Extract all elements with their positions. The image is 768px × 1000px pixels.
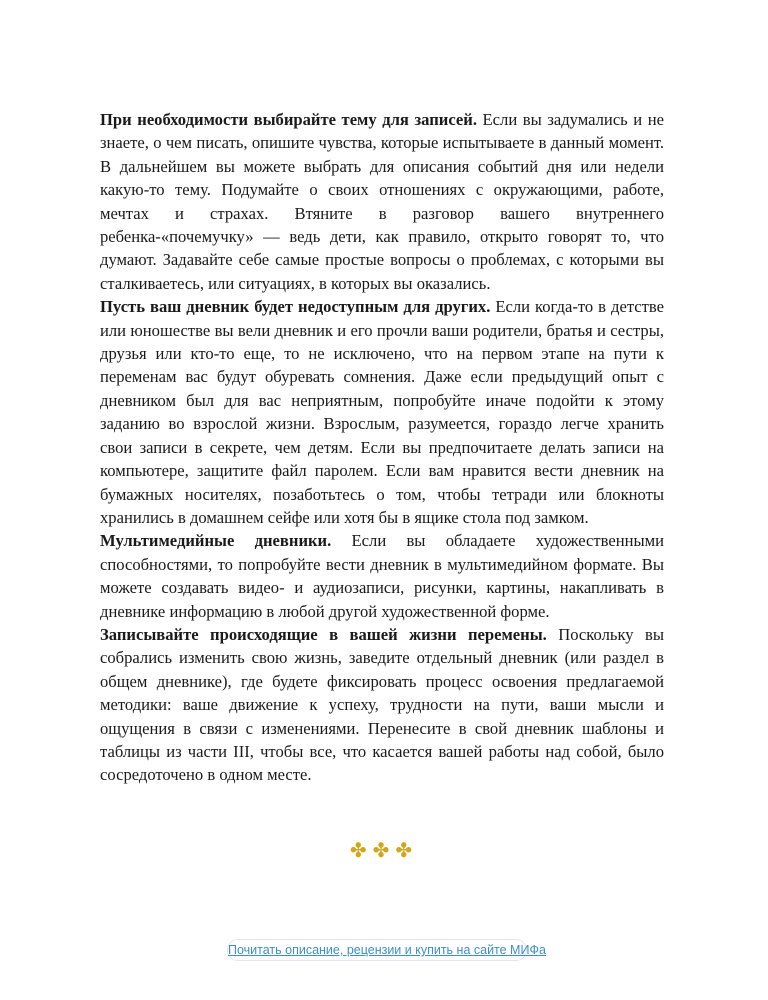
paragraph-text: Поскольку вы собрались изменить свою жизнь, заведите отдельный дневник (или раздел в общем дневнике), где будете фиксировать процесс освоения предлагаемой методики: ваше движение к успеху, трудности на пути, ваши мысли и ощущения в связи с изменениями. Перенесите в свой дневник шаблоны и таблицы из части III, чтобы все, что касается вашей работы над собой, было сосредоточено в одном месте. [100, 624, 664, 785]
paragraph-heading: Записывайте происходящие в вашей жизни перемены. [100, 624, 547, 644]
paragraph-text: Если вы задумались и не знаете, о чем писать, опишите чувства, которые испытываете в данный момент. В дальнейшем вы можете выбрать для описания событий дня или недели какую-то тему. Подумайте о своих отношениях с окружающими, работе, мечтах и страхах. Втяните в разговор вашего внутреннего ребенка-«почемучку» — ведь дети, как правило, открыто говорят то, что думают. Задавайте себе самые простые вопросы о проблемах, с которыми вы сталкиваетесь, или ситуациях, в которых вы оказались. [100, 110, 664, 293]
paragraph-text: Если когда-то в детстве или юношестве вы вели дневник и его прочли ваши родители, братья и сестры, друзья или кто-то еще, то не исключено, что на первом этапе на пути к переменам вас будут обуревать сомнения. Даже если предыдущий опыт с дневником был для вас неприятным, попробуйте иначе подойти к этому заданию во взрослой жизни. Взрослым, разумеется, гораздо легче хранить свои записи в секрете, чем детям. Если вы предпочитаете делать записи на компьютере, защитите файл паролем. Если вам нравится вести дневник на бумажных носителях, позаботьтесь о том, чтобы тетради или блокноты хранились в домашнем сейфе или хотя бы в ящике стола под замком. [100, 297, 665, 527]
paragraph-topic [100, 108, 664, 295]
paragraph-multimedia [100, 529, 664, 623]
paragraph-changes [100, 623, 664, 787]
page-body [100, 108, 664, 787]
paragraph-text: Если вы обладаете художественными способностями, то попробуйте вести дневник в мультимедийном формате. Вы можете создавать видео- и аудиозаписи, рисунки, картины, накапливать в дневнике информацию в любой другой художественной форме. [100, 531, 664, 621]
buy-on-mif-link[interactable]: Почитать описание, рецензии и купить на сайте МИФа [227, 939, 527, 961]
paragraph-heading: Мультимедийные дневники. [100, 531, 332, 551]
section-divider-ornament-icon: ✤✤✤ [349, 838, 419, 862]
paragraph-heading: Пусть ваш дневник будет недоступным для других. [100, 297, 491, 317]
paragraph-heading: При необходимости выбирайте тему для записей. [100, 110, 477, 129]
paragraph-privacy [100, 295, 664, 529]
